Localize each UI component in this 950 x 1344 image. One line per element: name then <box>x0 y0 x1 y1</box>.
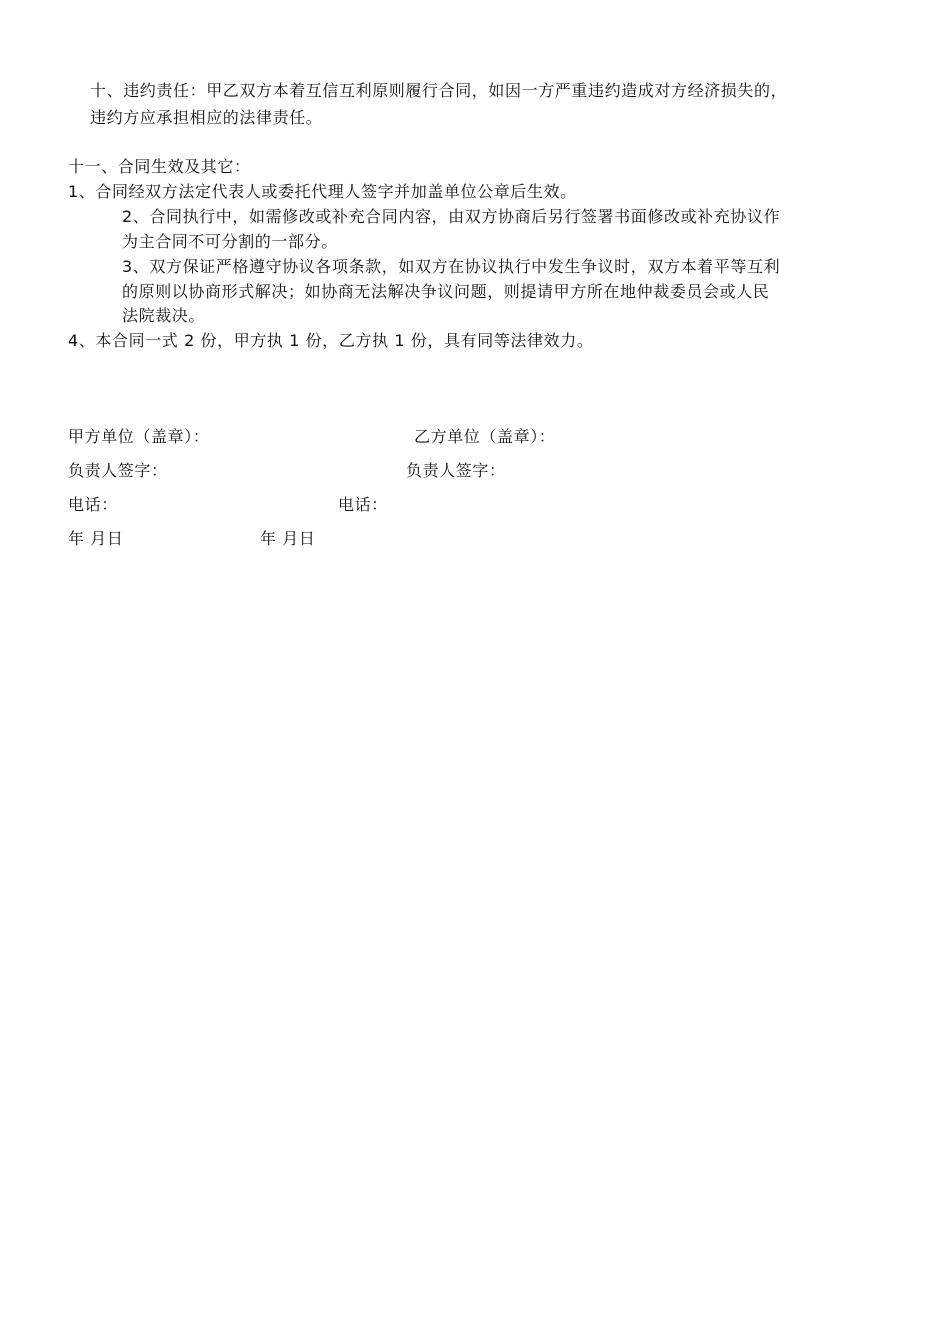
section-11-item-3-line-2: 的原则以协商形式解决；如协商无法解决争议问题，则提请甲方所在地仲裁委员会或人民 <box>122 282 770 301</box>
party-b-signer-label: 负责人签字： <box>406 461 506 480</box>
section-11-item-3-line-3: 法院裁决。 <box>122 306 206 325</box>
party-b-unit-label: 乙方单位（盖章）： <box>414 427 556 446</box>
party-a-unit-label: 甲方单位（盖章）： <box>68 427 210 446</box>
section-11-item-2-line-2: 为主合同不可分割的一部分。 <box>122 232 338 251</box>
section-10-line-1: 十、违约责任：甲乙双方本着互信互利原则履行合同，如因一方严重违约造成对方经济损失的， <box>90 81 788 100</box>
section-10-line-2: 违约方应承担相应的法律责任。 <box>90 108 323 127</box>
section-11-item-2-line-1: 2、合同执行中，如需修改或补充合同内容，由双方协商后另行签署书面修改或补充协议作 <box>122 207 781 226</box>
section-11-item-3-line-1: 3、双方保证严格遵守协议各项条款，如双方在协议执行中发生争议时，双方本着平等互利 <box>122 257 781 276</box>
section-11-heading: 十一、合同生效及其它： <box>68 157 251 176</box>
section-11-item-1: 1、合同经双方法定代表人或委托代理人签字并加盖单位公章后生效。 <box>68 182 577 201</box>
party-a-date-label: 年 月日 <box>68 529 124 548</box>
party-b-date-label: 年 月日 <box>260 529 316 548</box>
party-a-phone-label: 电话： <box>68 495 118 514</box>
party-a-signer-label: 负责人签字： <box>68 461 168 480</box>
party-b-phone-label: 电话： <box>338 495 388 514</box>
section-11-item-4: 4、本合同一式 2 份，甲方执 1 份，乙方执 1 份，具有同等法律效力。 <box>68 331 594 350</box>
